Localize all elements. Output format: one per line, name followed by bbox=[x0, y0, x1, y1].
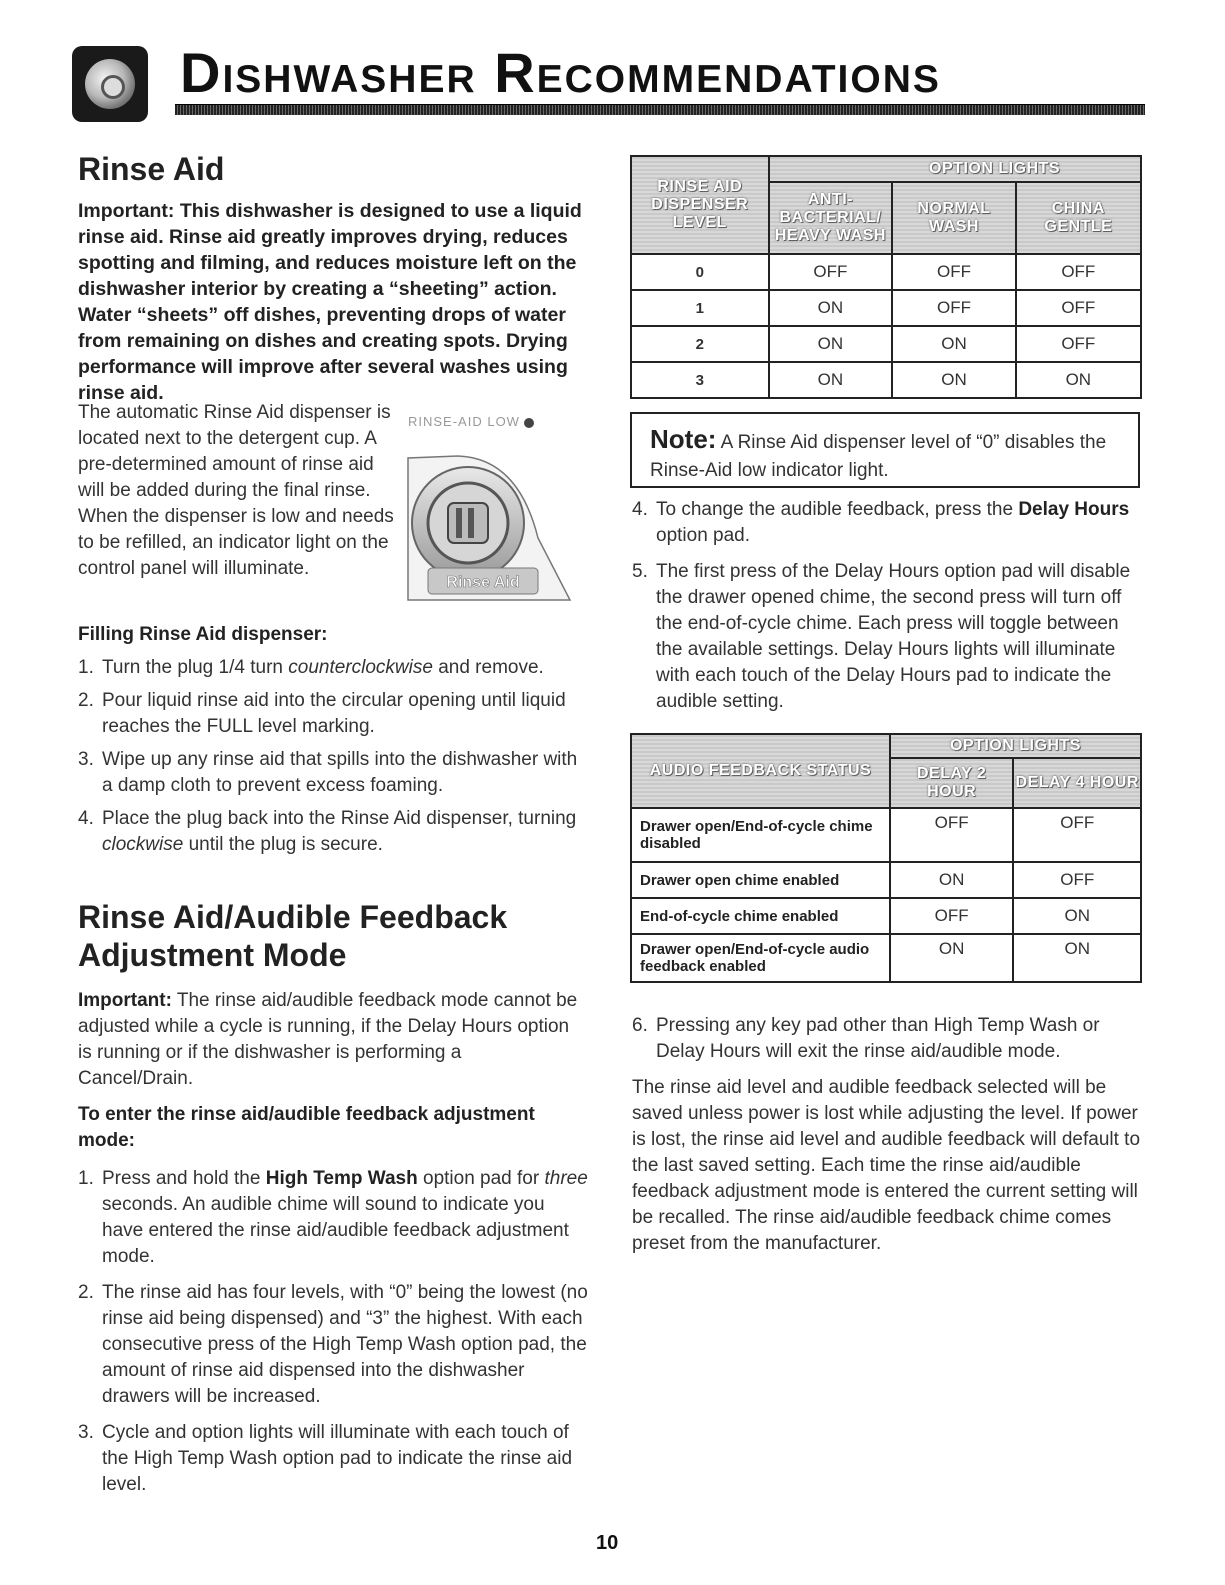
rinse-aid-label: Rinse Aid bbox=[446, 574, 520, 591]
note-label: Note: bbox=[650, 424, 717, 454]
feedback-important: Important: The rinse aid/audible feedback mode cannot be adjusted while a cycle is running, if the Delay Hours option is running or if the dishwasher is performing a Cancel/Drain. bbox=[78, 990, 578, 1089]
table-header: AUDIO FEEDBACK STATUS bbox=[631, 734, 890, 808]
list-item: 5. The first press of the Delay Hours option pad will disable the drawer opened chime, the second press will turn off the end-of-cycle chime. Each press will toggle between the available settings. Delay Hours lights will illuminate with each touch of the Delay Hours pad to indicate the audible setting. bbox=[632, 561, 1131, 712]
rinse-aid-heading: Rinse Aid bbox=[78, 151, 225, 187]
list-item: 3. Wipe up any rinse aid that spills into the dishwasher with a damp cloth to prevent excess foaming. bbox=[78, 749, 578, 796]
table-header-group: OPTION LIGHTS bbox=[890, 734, 1141, 758]
indicator-light-icon bbox=[524, 418, 534, 428]
table-row: End-of-cycle chime enabled OFF ON bbox=[631, 898, 1141, 934]
feedback-steps-a bbox=[632, 497, 1144, 722]
enter-mode-steps bbox=[78, 1166, 588, 1505]
table-header: RINSE AID DISPENSER LEVEL bbox=[631, 156, 769, 254]
audio-feedback-table bbox=[630, 733, 1142, 983]
header-rule bbox=[175, 104, 1145, 115]
table-header-group: OPTION LIGHTS bbox=[769, 156, 1141, 182]
rinse-aid-intro: The automatic Rinse Aid dispenser is located next to the detergent cup. A pre-determined amount of rinse aid will be added during the final rinse. When the dispenser is low and needs to be refilled, an indicator light on the control panel will illuminate. bbox=[78, 402, 394, 579]
rinse-aid-important: Important: This dishwasher is designed to use a liquid rinse aid. Rinse aid greatly improves drying, reduces spotting and filming, and reduces moisture left on the dishwasher interior by creating a “sheeting” action. Water “sheets” off dishes, preventing drops of water from remaining on dishes and creating spots. Drying performance will improve after several washes using rinse aid. bbox=[78, 200, 582, 404]
list-item: 3. Cycle and option lights will illuminate with each touch of the High Temp Wash option pad to indicate the rinse aid level. bbox=[78, 1422, 573, 1495]
rinse-level-table bbox=[630, 155, 1142, 399]
list-item: 6. Pressing any key pad other than High Temp Wash or Delay Hours will exit the rinse aid/audible mode. bbox=[632, 1015, 1100, 1062]
table-row: Drawer open/End-of-cycle chime disabled OFF OFF bbox=[631, 808, 1141, 862]
table-row: Drawer open/End-of-cycle audio feedback enabled ON ON bbox=[631, 934, 1141, 982]
table-row: Drawer open chime enabled ON OFF bbox=[631, 862, 1141, 898]
page-number: 10 bbox=[596, 1532, 619, 1554]
table-row: 3 ON ON ON bbox=[631, 362, 1141, 398]
table-row: 2 ON ON OFF bbox=[631, 326, 1141, 362]
page-title: Dishwasher Recommendations bbox=[180, 41, 941, 104]
rinse-aid-dispenser-image bbox=[398, 428, 573, 613]
enter-mode-heading: To enter the rinse aid/audible feedback adjustment mode: bbox=[78, 1104, 535, 1151]
note-text: A Rinse Aid dispenser level of “0” disables the Rinse-Aid low indicator light. bbox=[650, 432, 1107, 481]
note-box bbox=[630, 412, 1140, 488]
list-item: 4. To change the audible feedback, press the Delay Hours option pad. bbox=[632, 499, 1130, 546]
closing-paragraph: The rinse aid level and audible feedback selected will be saved unless power is lost while adjusting the level. If power is lost, the rinse aid level and audible feedback will default to the last saved setting. Each time the rinse aid/audible feedback adjustment mode is entered the current setting will be recalled. The rinse aid/audible feedback chime comes preset from the manufacturer. bbox=[632, 1077, 1141, 1254]
feedback-steps-b bbox=[632, 1013, 1144, 1072]
table-header: CHINA GENTLE bbox=[1016, 182, 1141, 254]
table-header: DELAY 2 HOUR bbox=[890, 758, 1014, 808]
dial-icon bbox=[72, 46, 148, 122]
rinse-aid-low-indicator: RINSE-AID LOW bbox=[408, 414, 534, 429]
list-item: 1. Turn the plug 1/4 turn counterclockwise and remove. bbox=[78, 657, 544, 678]
filling-heading: Filling Rinse Aid dispenser: bbox=[78, 624, 328, 645]
table-row: 0 OFF OFF OFF bbox=[631, 254, 1141, 290]
feedback-heading: Rinse Aid/Audible Feedback Adjustment Mode bbox=[78, 899, 508, 973]
table-header: DELAY 4 HOUR bbox=[1013, 758, 1141, 808]
filling-steps bbox=[78, 655, 588, 865]
page-header bbox=[60, 30, 1100, 120]
table-row: 1 ON OFF OFF bbox=[631, 290, 1141, 326]
table-header: NORMAL WASH bbox=[892, 182, 1015, 254]
list-item: 2. Pour liquid rinse aid into the circular opening until liquid reaches the FULL level marking. bbox=[78, 690, 566, 737]
list-item: 4. Place the plug back into the Rinse Aid dispenser, turning clockwise until the plug is secure. bbox=[78, 808, 577, 855]
table-header: ANTI-BACTERIAL/ HEAVY WASH bbox=[769, 182, 893, 254]
list-item: 2. The rinse aid has four levels, with “0” being the lowest (no rinse aid being dispensed) and “3” the highest. With each consecutive press of the High Temp Wash option pad, the amount of rinse aid dispensed into the dishwasher drawers will be increased. bbox=[78, 1282, 588, 1407]
list-item: 1. Press and hold the High Temp Wash option pad for three seconds. An audible chime will sound to indicate you have entered the rinse aid/audible feedback adjustment mode. bbox=[78, 1168, 588, 1267]
